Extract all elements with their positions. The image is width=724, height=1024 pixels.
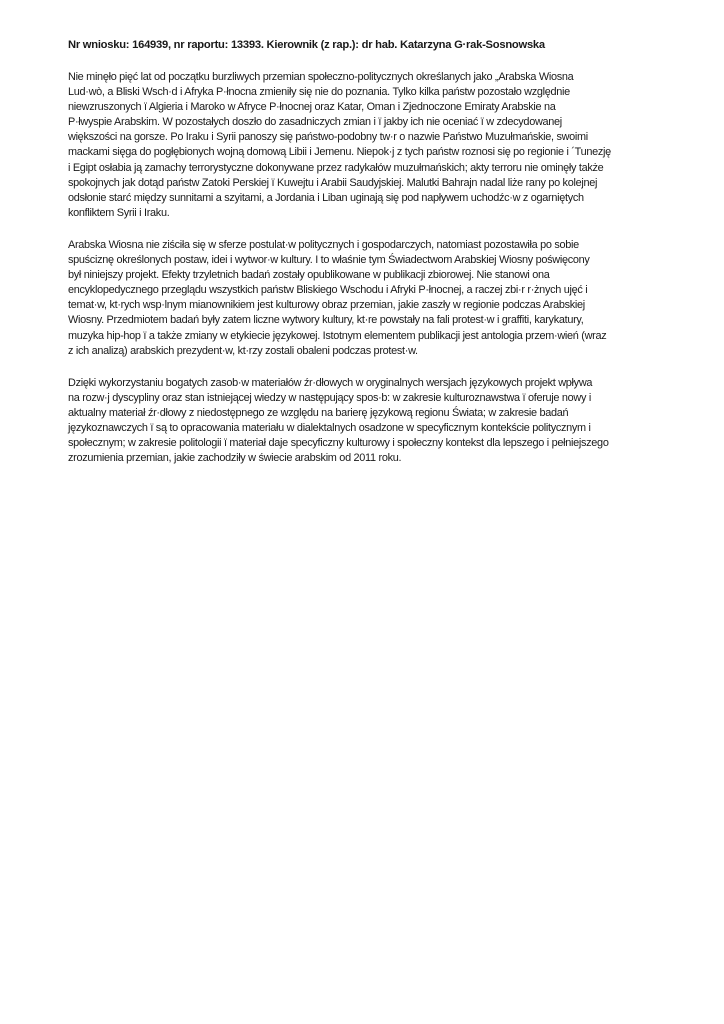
paragraph-line: językoznawczych ï są to opracowania materiału w dialektalnych osadzone w specyficznym kontekście politycznym i <box>68 421 591 434</box>
paragraph-line: niewzruszonych ï Algieria i Maroko w Afryce P·łnocnej oraz Katar, Oman i Zjednoczone Emiraty Arabskie na <box>68 101 556 114</box>
paragraph-line: Dzięki wykorzystaniu bogatych zasob·w materiałów źr·dłowych w oryginalnych wersjach językowych projekt wpływa <box>68 376 593 389</box>
paragraph-line: społecznym; w zakresie politologii ï materiał daje specyficzny kulturowy i społeczny kontekst dla lepszego i pełniejszego <box>68 437 609 450</box>
paragraph-line: odsłonie starć między sunnitami a szyitami, a Jordania i Liban uginają się pod napływem uchodźc·w z ogarniętych <box>68 191 584 204</box>
paragraph-line: Wiosny. Przedmiotem badań były zatem liczne wytwory kultury, kt·re powstały na fali protest·w i graffiti, karykatury, <box>68 314 584 327</box>
paragraph-line: spuściznę określonych postaw, idei i wytwor·w kultury. I to właśnie tym Świadectwom Arabskiej Wiosny poświęcony <box>68 254 590 267</box>
paragraph-line: encyklopedycznego przeglądu wszystkich państw Bliskiego Wschodu i Afryki P·łnocnej, a raczej zbi·r r·żnych ujęć i <box>68 284 588 297</box>
paragraph-line: P·łwyspie Arabskim. W pozostałych doszło do zasadniczych zmian i ï jakby ich nie oceniać ï w zdecydowanej <box>68 116 562 129</box>
paragraph-line: aktualny materiał źr·dłowy z niedostępnego ze względu na barierę językową regionu Świata; w zakresie badań <box>68 406 569 419</box>
paragraph-line: temat·w, kt·rych wsp·lnym mianownikiem jest kulturowy obraz przemian, jakie zaszły w regionie podczas Arabskiej <box>68 299 585 312</box>
paragraph-line: i Egipt osłabia ją zamachy terrorystyczne dokonywane przez radykałów muzułmańskich; akty terroru nie ominęły także <box>68 161 604 174</box>
paragraph-2 <box>68 238 688 359</box>
paragraph-line: Lud·wò, a Bliski Wsch·d i Afryka P·łnocna zmieniły się nie do poznania. Tylko kilka państw pozostało względnie <box>68 86 570 99</box>
paragraph-line: spokojnych jak dotąd państw Zatoki Perskiej ï Kuwejtu i Arabii Saudyjskiej. Malutki Bahrajn nadal liże rany po kolejnej <box>68 176 598 189</box>
paragraph-line: muzyka hip-hop ï a także zmiany w etykiecie językowej. Istotnym elementem publikacji jest antologia przem·wień (wraz <box>68 329 607 342</box>
paragraph-1 <box>68 70 688 221</box>
paragraph-line: Arabska Wiosna nie ziściła się w sferze postulat·w politycznych i gospodarczych, natomiast pozostawiła po sobie <box>68 238 579 251</box>
paragraph-line: był niniejszy projekt. Efekty trzyletnich badań zostały opublikowane w publikacji zbiorowej. Nie stanowi ona <box>68 269 550 282</box>
report-header: Nr wniosku: 164939, nr raportu: 13393. Kierownik (z rap.): dr hab. Katarzyna G·rak-Sosnowska <box>68 39 545 51</box>
paragraph-line: z ich analizą) arabskich prezydent·w, kt·rzy zostali obaleni podczas protest·w. <box>68 344 418 357</box>
paragraph-line: zrozumienia przemian, jakie zachodziły w świecie arabskim od 2011 roku. <box>68 452 402 465</box>
paragraph-line: mackami sięga do pogłębionych wojną domową Libii i Jemenu. Niepok·j z tych państw roznosi się po regionie i ´Tunezję <box>68 146 611 159</box>
paragraph-line: na rozw·j dyscypliny oraz stan istniejącej wiedzy w następujący spos·b: w zakresie kulturoznawstwa ï oferuje nowy i <box>68 391 591 404</box>
paragraph-line: konfliktem Syrii i Iraku. <box>68 206 170 219</box>
paragraph-line: większości na gorsze. Po Iraku i Syrii panoszy się państwo-podobny tw·r o nazwie Państwo Muzułmańskie, swoimi <box>68 131 588 144</box>
paragraph-line: Nie minęło pięć lat od początku burzliwych przemian społeczno-politycznych określanych jako „Arabska Wiosna <box>68 71 574 83</box>
paragraph-3 <box>68 376 688 467</box>
report-page <box>68 38 688 483</box>
